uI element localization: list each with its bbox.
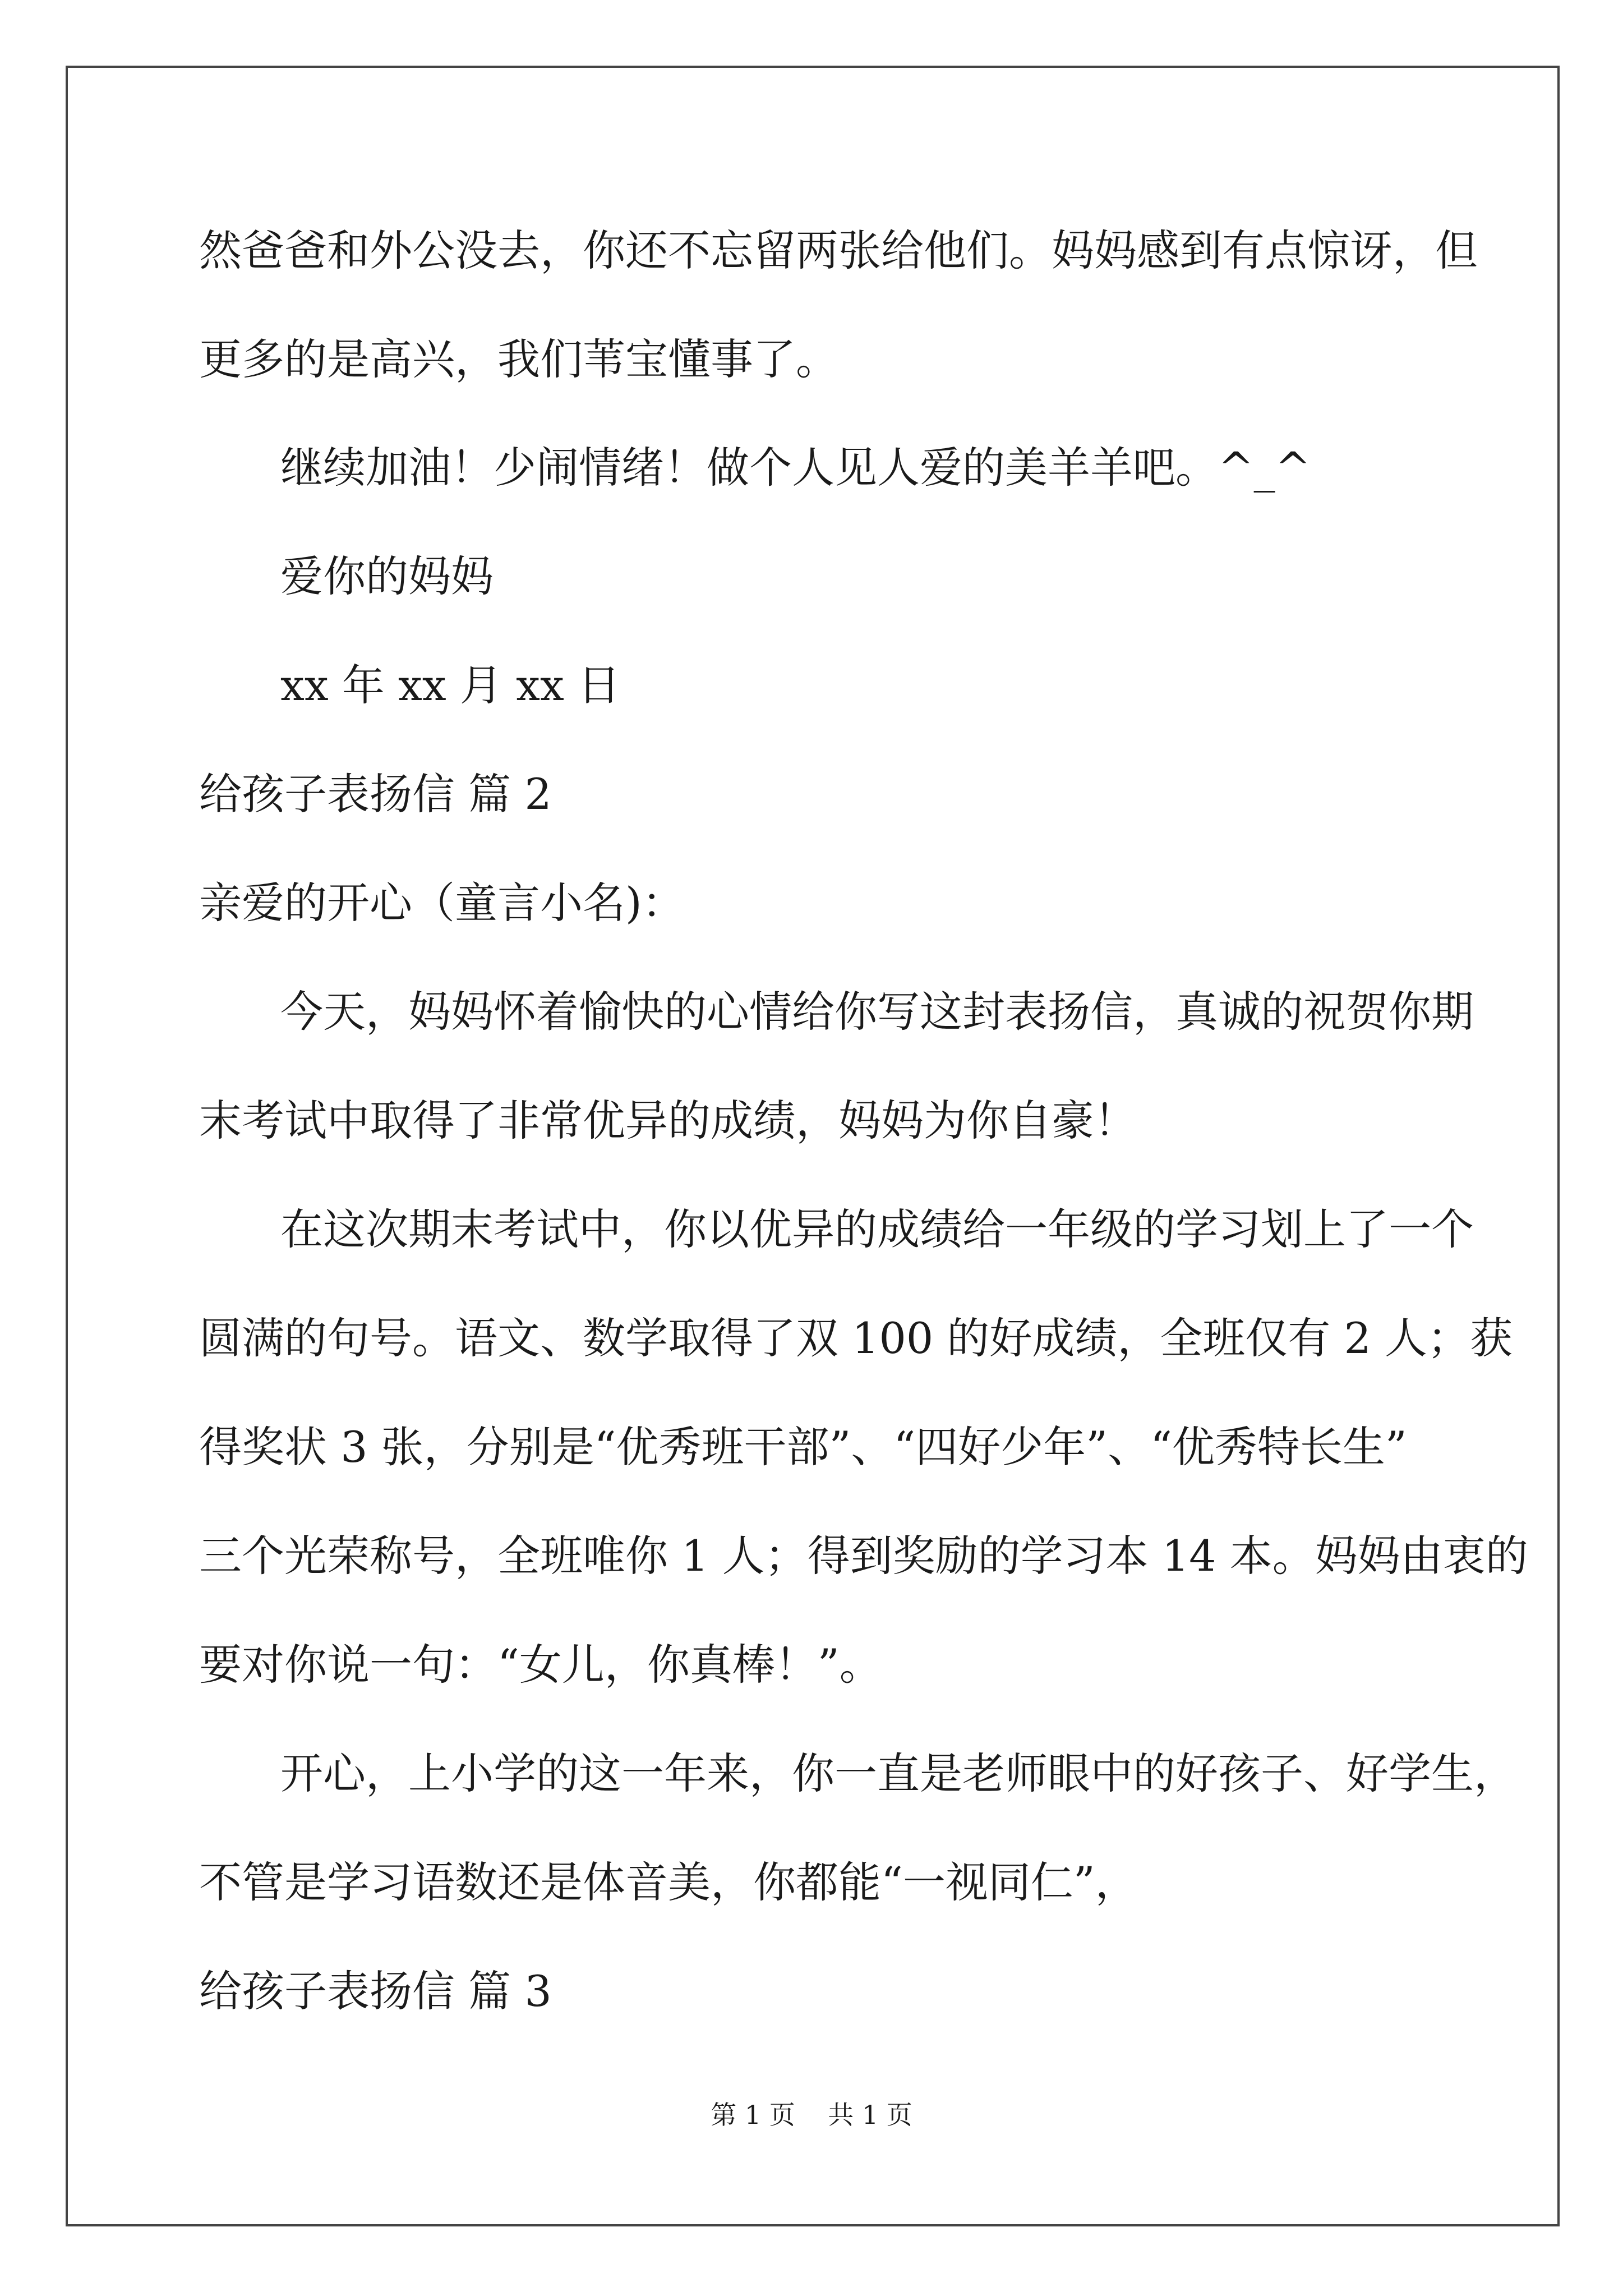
body-line-9: 末考试中取得了非常优异的成绩，妈妈为你自豪！ xyxy=(199,1096,1137,1145)
body-line-2: 更多的是高兴，我们苇宝懂事了。 xyxy=(199,334,838,384)
date-line: xx 年 xx 月 xx 日 xyxy=(280,660,620,710)
signature: 爱你的妈妈 xyxy=(280,551,494,601)
body-line-16: 不管是学习语数还是体音美，你都能“一视同仁”， xyxy=(199,1857,1138,1907)
body-line-8: 今天，妈妈怀着愉快的心情给你写这封表扬信，真诚的祝贺你期 xyxy=(280,987,1474,1037)
section-heading-2: 给孩子表扬信 篇 2 xyxy=(199,769,552,819)
page-number-footer: 第 1 页 共 1 页 xyxy=(711,2100,912,2130)
body-line-15: 开心，上小学的这一年来，你一直是老师眼中的好孩子、好学生， xyxy=(280,1749,1516,1798)
body-line-10: 在这次期末考试中，你以优异的成绩给一年级的学习划上了一个 xyxy=(280,1204,1474,1254)
body-line-14: 要对你说一句：“女儿，你真棒！”。 xyxy=(199,1640,882,1690)
body-line-1: 然爸爸和外公没去，你还不忘留两张给他们。妈妈感到有点惊讶，但 xyxy=(199,226,1478,275)
salutation: 亲爱的开心（童言小名)： xyxy=(199,878,685,928)
section-heading-3: 给孩子表扬信 篇 3 xyxy=(199,1966,552,2016)
body-line-12: 得奖状 3 张，分别是“优秀班干部”、“四好少年”、“优秀特长生” xyxy=(199,1422,1407,1472)
body-line-11: 圆满的句号。语文、数学取得了双 100 的好成绩，全班仅有 2 人；获 xyxy=(199,1313,1513,1363)
body-line-13: 三个光荣称号，全班唯你 1 人；得到奖励的学习本 14 本。妈妈由衷的 xyxy=(199,1531,1528,1581)
body-line-3: 继续加油！少闹情绪！做个人见人爱的美羊羊吧。^_^ xyxy=(280,443,1311,493)
